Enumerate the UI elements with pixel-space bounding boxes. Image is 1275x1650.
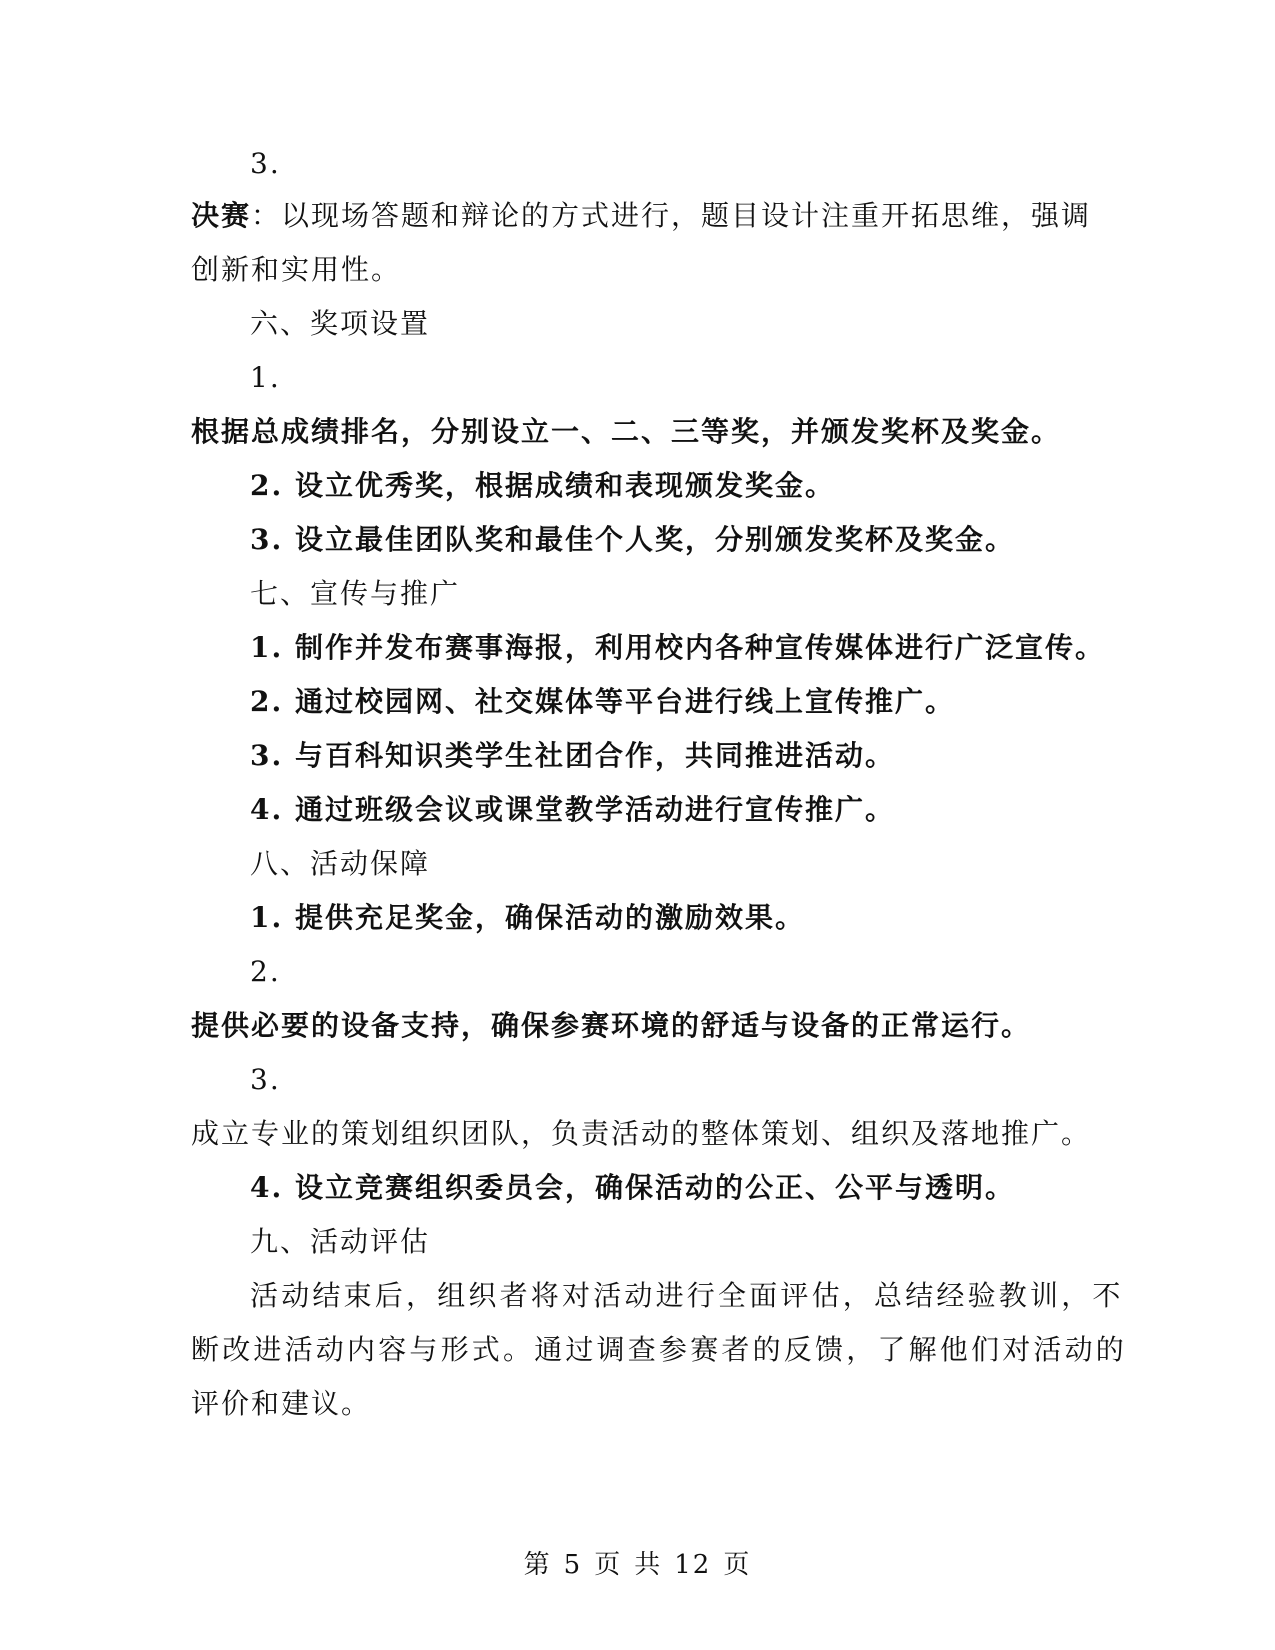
paragraph-line: 评价和建议。 xyxy=(191,1387,372,1420)
paragraph-line: 活动结束后，组织者将对活动进行全面评估，总结经验教训，不 xyxy=(250,1279,1124,1312)
list-number: 3. xyxy=(250,1063,281,1096)
list-item: 1. 提供充足奖金，确保活动的激励效果。 xyxy=(250,901,805,934)
section-heading: 九、活动评估 xyxy=(250,1225,431,1258)
section-heading: 八、活动保障 xyxy=(250,847,431,880)
section-heading: 七、宣传与推广 xyxy=(250,577,461,610)
paragraph-line: 创新和实用性。 xyxy=(191,253,402,286)
list-item: 2. 设立优秀奖，根据成绩和表现颁发奖金。 xyxy=(250,469,835,502)
list-item: 3. 与百科知识类学生社团合作，共同推进活动。 xyxy=(250,739,895,772)
footer-suffix: 页 xyxy=(723,1550,752,1580)
list-number: 2. xyxy=(250,955,281,988)
footer-total-word: 共 xyxy=(634,1550,663,1580)
list-item-text: 根据总成绩排名，分别设立一、二、三等奖，并颁发奖杯及奖金。 xyxy=(191,415,1062,448)
list-item-text: 提供必要的设备支持，确保参赛环境的舒适与设备的正常运行。 xyxy=(191,1009,1032,1042)
list-item: 1. 制作并发布赛事海报，利用校内各种宣传媒体进行广泛宣传。 xyxy=(250,631,1105,664)
total-page-count: 12 xyxy=(674,1550,712,1580)
list-item: 4. 设立竞赛组织委员会，确保活动的公正、公平与透明。 xyxy=(250,1171,1015,1204)
paragraph-text: ：以现场答题和辩论的方式进行，题目设计注重开拓思维，强调 xyxy=(251,199,1092,232)
bold-term: 决赛 xyxy=(191,199,252,232)
current-page-number: 5 xyxy=(563,1550,583,1580)
list-number: 3. xyxy=(250,147,281,180)
paragraph-line xyxy=(191,198,1091,234)
paragraph-line: 断改进活动内容与形式。通过调查参赛者的反馈，了解他们对活动的 xyxy=(191,1333,1128,1366)
section-heading: 六、奖项设置 xyxy=(250,307,431,340)
list-item: 3. 设立最佳团队奖和最佳个人奖，分别颁发奖杯及奖金。 xyxy=(250,523,1015,556)
footer-page-word: 页 xyxy=(594,1550,623,1580)
list-item-text: 成立专业的策划组织团队，负责活动的整体策划、组织及落地推广。 xyxy=(191,1117,1092,1150)
list-item: 2. 通过校园网、社交媒体等平台进行线上宣传推广。 xyxy=(250,685,955,718)
footer-prefix: 第 xyxy=(523,1550,552,1580)
page-footer xyxy=(0,1548,1275,1582)
list-number: 1. xyxy=(250,361,281,394)
list-item: 4. 通过班级会议或课堂教学活动进行宣传推广。 xyxy=(250,793,895,826)
